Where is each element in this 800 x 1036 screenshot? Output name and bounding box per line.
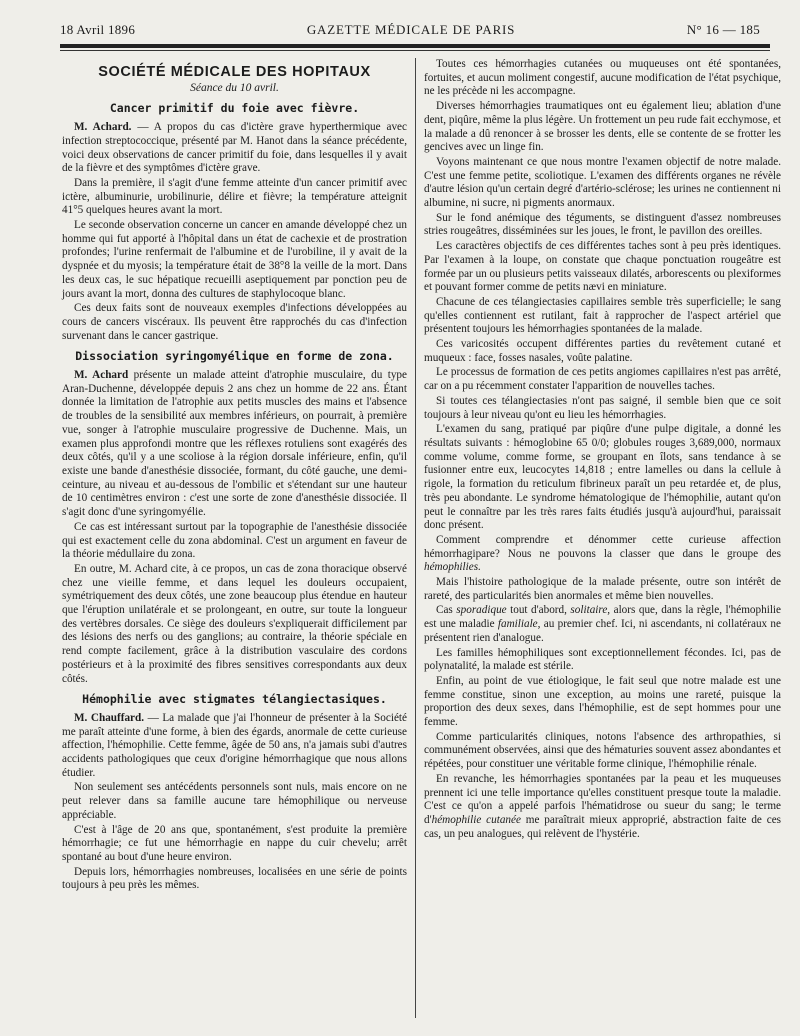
paragraph: Dans la première, il s'agit d'une femme atteinte d'un cancer primitif avec ictère, albuminurie, urobilinurie, délire et fièvre; la température atteignit 41°5 quelques heures avant la mort.	[62, 176, 407, 217]
paragraph: En outre, M. Achard cite, à ce propos, un cas de zona thoracique observé chez une vieille femme, et dans lequel les douleurs occupaient, symétriquement des deux côtés, une zone beaucoup plus étendue en hauteur que l'éruption unilatérale et se prolongeant, en outre, sur toute la longueur des vertèbres dorsales. Ce siège des douleurs s'expliquerait difficilement par des lésions des nerfs ou des ganglions; au contraire, la théorie spéciale en rend compte facilement, grâce à la distribution vasculaire des cordons postérieurs et à la proximité des fibres sensitives correspondants aux deux côtés.	[62, 562, 407, 685]
paragraph: Mais l'histoire pathologique de la malade présente, outre son intérêt de rareté, des particularités bien anormales et même bien nouvelles.	[424, 576, 781, 602]
paragraph: En revanche, les hémorrhagies spontanées par la peau et les muqueuses prennent ici une telle importance qu'elles constituent presque toute la maladie. C'est ce qu'on a appelé parfois l'hématidrose ou sueur du sang; le terme d'hémophilie cutanée me paraîtrait mieux approprié, abstraction faite de ces cas, un peu analogues, qui relèvent de l'hystérie.	[424, 772, 782, 840]
paragraph: Comme particularités cliniques, notons l'absence des arthropathies, si communément observées, ainsi que des hématuries souvent assez abondantes et répétées, pour constituer une véritable forme clinique, l'hémophilie rénale.	[424, 730, 781, 771]
paragraph: Les familles hémophiliques sont exceptionnellement fécondes. Ici, pas de polynatalité, la malade est stérile.	[424, 646, 781, 673]
paragraph: Le processus de formation de ces petits angiomes capillaires n'est pas arrêté, car on a pu récemment constater l'apparition de nouvelles taches.	[424, 366, 781, 393]
paragraph: Comment comprendre et dénommer cette curieuse affection hémorrhagipare? Nous ne pouvons la classer que dans le groupe des hémophilies.	[424, 533, 781, 574]
paragraph: Ce cas est intéressant surtout par la topographie de l'anesthésie dissociée qui est exactement celle du zona abdominal. C'est un argument en faveur de la théorie médullaire du zona.	[62, 520, 407, 561]
paragraph: Ces varicosités occupent différentes parties du revêtement cutané et muqueux : face, fosses nasales, voûte palatine.	[424, 338, 781, 364]
society-title: SOCIÉTÉ MÉDICALE DES HOPITAUX	[98, 64, 371, 80]
paragraph: M. Achard. — A propos du cas d'ictère grave hyperthermique avec infection streptococcique, présenté par M. Hanot dans la séance précédente, voici deux observations de cancer primitif du foie, dans lesquelles il y avait de la fièvre et des symptômes d'ictère grave.	[62, 121, 407, 175]
paragraph: Non seulement ses antécédents personnels sont nuls, mais encore on ne peut relever dans sa famille aucune tare hémophilique ou nerveuse appréciable.	[62, 781, 407, 821]
paragraph: Chacune de ces télangiectasies capillaires semble très superficielle; le sang qu'elles contiennent est rutilant, fait à rapprocher de l'aspect artériel que présentent toujours les hémorrhagies spontanées de la malade.	[424, 295, 781, 336]
paragraph: M. Chauffard. — La malade que j'ai l'honneur de présenter à la Société me paraît atteinte d'une forme, à bien des égards, anormale de cette curieuse affection, l'hémophilie. Cette femme, âgée de 50 ans, n'a jamais subi d'autres accidents pathologiques que ceux d'origine hémorrhagique que nous allons étudier.	[62, 711, 407, 779]
header-rule-thin	[60, 50, 770, 51]
author-name: M. Achard.	[74, 121, 132, 134]
paragraph: L'examen du sang, pratiqué par piqûre d'une pulpe digitale, a donné les résultats suivants : hémoglobine 65 0/0; globules rouges 3,689,000, normaux comme volume, comme forme, se groupant en îlots, sans tendance à se fusionner entre eux, leucocytes 14,818 ; entre lamelles ou dans la cellule à rigole, la formation du reticulum fibrineux paraît un peu retardée et, de plus, très peu abondante. Le syndrome hématologique de l'hémophilie, autant qu'on peut le connaître par les très rares faits étudiés jusqu'à aujourd'hui, paraissait donc présent.	[424, 423, 781, 532]
paragraph: C'est à l'âge de 20 ans que, spontanément, s'est produite la première hémorrhagie; ce fut une hémorrhagie en nappe du cuir chevelu; arrêt spontané au bout d'une heure environ.	[62, 823, 407, 863]
section-heading-hemophilia: Hémophilie avec stigmates télangiectasiques.	[82, 692, 387, 707]
paragraph: Le seconde observation concerne un cancer en amande développé chez un homme qui fut apporté à l'hôpital dans un état de cachexie et de prostration profondes; l'urine renfermait de l'albumine et de l'urobiline, il y avait de la dyspnée et du myosis; la température était de 38°8 la veille de la mort. Dans les deux cas, le suc hépatique recueilli aseptiquement par ponction peu de jours avant la mort, donna des cultures de staphylocoque blanc.	[62, 219, 407, 300]
author-name: M. Achard	[74, 369, 129, 382]
header-rule-thick	[60, 44, 770, 48]
issue-date: 18 Avril 1896	[60, 22, 136, 37]
paragraph: Depuis lors, hémorrhagies nombreuses, localisées en une série de points toujours à peu près les mêmes.	[62, 865, 407, 892]
journal-title: GAZETTE MÉDICALE DE PARIS	[306, 22, 516, 37]
paragraph: Diverses hémorrhagies traumatiques ont eu également lieu; ablation d'une dent, piqûre, même la plus légère. Un frottement un peu rude fait ecchymose, et la malade a dû renoncer à se brosser les dents, elle se contente de se frotter les gencives avec un linge fin.	[424, 100, 781, 154]
section-heading-cancer: Cancer primitif du foie avec fièvre.	[109, 101, 360, 116]
column-divider	[415, 58, 416, 1018]
right-column	[424, 58, 781, 842]
page-header	[60, 22, 760, 42]
paragraph: Sur le fond anémique des téguments, se distinguent d'assez nombreuses stries rougeâtres, disséminées sur les joues, le front, le pavillon des oreilles.	[424, 211, 781, 238]
paragraph: Ces deux faits sont de nouveaux exemples d'infections développées au cours de cancers viscéraux. Ils peuvent être rapprochés du cas d'infection survenant dans le cancer gastrique.	[62, 302, 407, 342]
paragraph: Toutes ces hémorrhagies cutanées ou muqueuses ont été spontanées, fortuites, et aucun moliment congestif, aucune modification de l'état psychique, ne les précède ni les accompagne.	[424, 58, 781, 98]
section-heading-syringomyelia: Dissociation syringomyélique en forme de zona.	[75, 349, 394, 364]
author-name: M. Chauffard.	[74, 711, 145, 724]
paragraph: Les caractères objectifs de ces différentes taches sont à peu près identiques. Par l'examen à la loupe, on constate que chaque ponctuation rougeâtre est formée par un ou plusieurs petits vaisseaux dilatés, arborescents ou plexiformes et pouvant former comme de petits nævi en miniature.	[424, 240, 781, 294]
session-date: Séance du 10 avril.	[190, 81, 279, 94]
paragraph: Si toutes ces télangiectasies n'ont pas saigné, il semble bien que ce soit toujours à leur niveau qu'ont eu lieu les hémorrhagies.	[424, 394, 781, 421]
paragraph: M. Achard présente un malade atteint d'atrophie musculaire, du type Aran-Duchenne, développée depuis 2 ans chez un homme de 22 ans. Étant donnée la limitation de l'atrophie aux petits muscles des mains et l'absence de troubles de la sensibilité aux membres inférieurs, on pourrait, à première vue, songer à l'atrophie musculaire progressive de Duchenne. Mais, un examen plus approfondi montre que les réflexes rotuliens sont exagérés des deux côtés, qu'il y a une scoliose à la région dorsale inférieure, enfin, qu'il existe une bande d'anesthésie dissociée, formant, du côté gauche, une demi-ceinture, au niveau et au-dessous de l'ombilic et s'étendant sur une hauteur de 10 centimètres environ : c'est une sorte de zone d'anesthésie dissociée. Il s'agit donc d'une syringomyélie.	[62, 369, 407, 519]
paragraph: Voyons maintenant ce que nous montre l'examen objectif de notre malade. C'est une femme petite, scoliotique. L'examen des différents organes ne révèle d'autre lésion qu'un certain degré d'artério-sclérose; les urines ne contiennent ni albumine, ni sucre, ni pigments anormaux.	[424, 155, 781, 210]
paragraph: Enfin, au point de vue étiologique, le fait seul que notre malade est une femme constitue, sinon une exception, au moins une rareté, puisque la proportion des deux sexes, dans l'hémophilie, est de sept hommes pour une femme.	[424, 674, 781, 729]
paragraph: Cas sporadique tout d'abord, solitaire, alors que, dans la règle, l'hémophilie est une maladie familiale, au premier chef. Ici, ni ascendants, ni collatéraux ne présentent rien d'analogue.	[424, 604, 781, 644]
left-column	[62, 58, 407, 894]
page-number: N° 16 — 185	[686, 22, 760, 37]
